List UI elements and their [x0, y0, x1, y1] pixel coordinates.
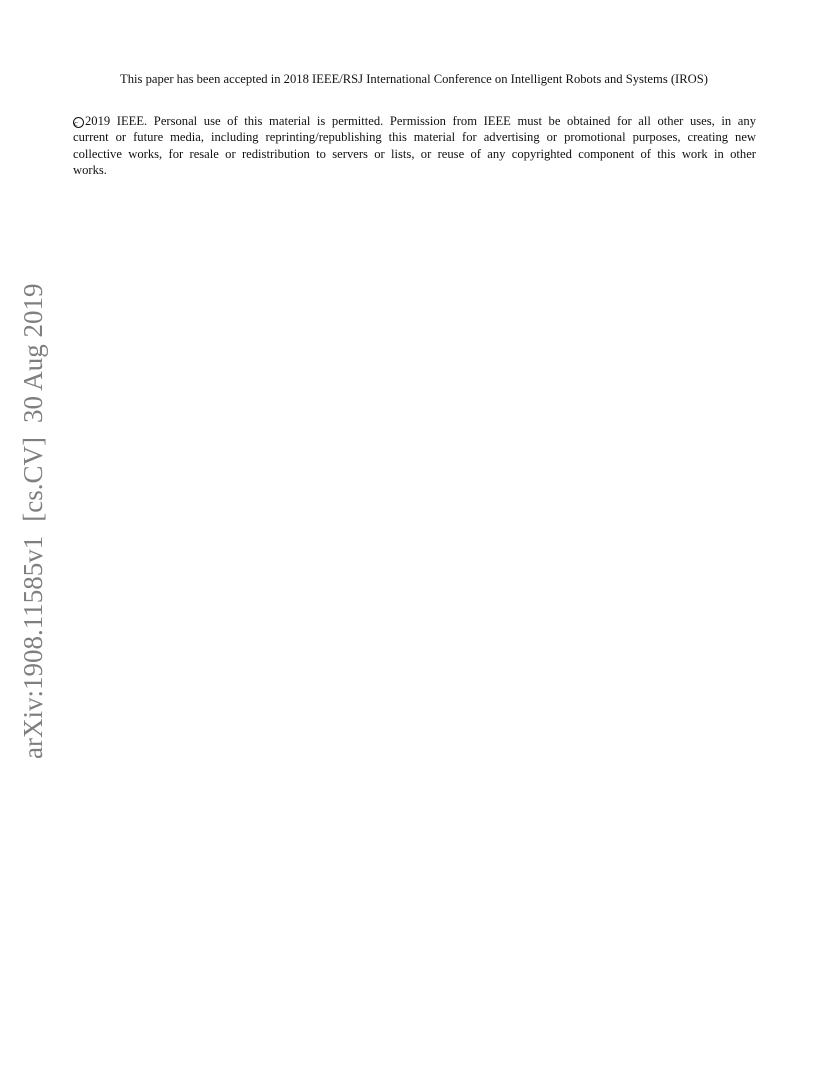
copyright-line-3: collective works, for resale or redistribution to servers or lists, or reuse of any copyrighted component of this work in other: [73, 146, 756, 161]
copyright-notice: [73, 113, 756, 179]
copyright-text-1: 2019 IEEE. Personal use of this material is permitted. Permission from IEEE must be obtained for all other uses, in any: [85, 114, 756, 128]
arxiv-identifier-stamp: [18, 279, 48, 759]
copyright-line-2: current or future media, including reprinting/republishing this material for advertising or promotional purposes, creating new: [73, 130, 756, 145]
arxiv-category: [cs.CV]: [18, 437, 48, 522]
acceptance-note: This paper has been accepted in 2018 IEEE/RSJ International Conference on Intelligent Robots and Systems (IROS): [120, 72, 708, 86]
arxiv-id: arXiv:1908.11585v1: [18, 535, 48, 759]
copyright-line-1: [73, 113, 756, 129]
arxiv-date: 30 Aug 2019: [18, 283, 48, 424]
copyright-symbol-icon: c: [73, 117, 84, 128]
copyright-line-4: works.: [73, 163, 107, 178]
